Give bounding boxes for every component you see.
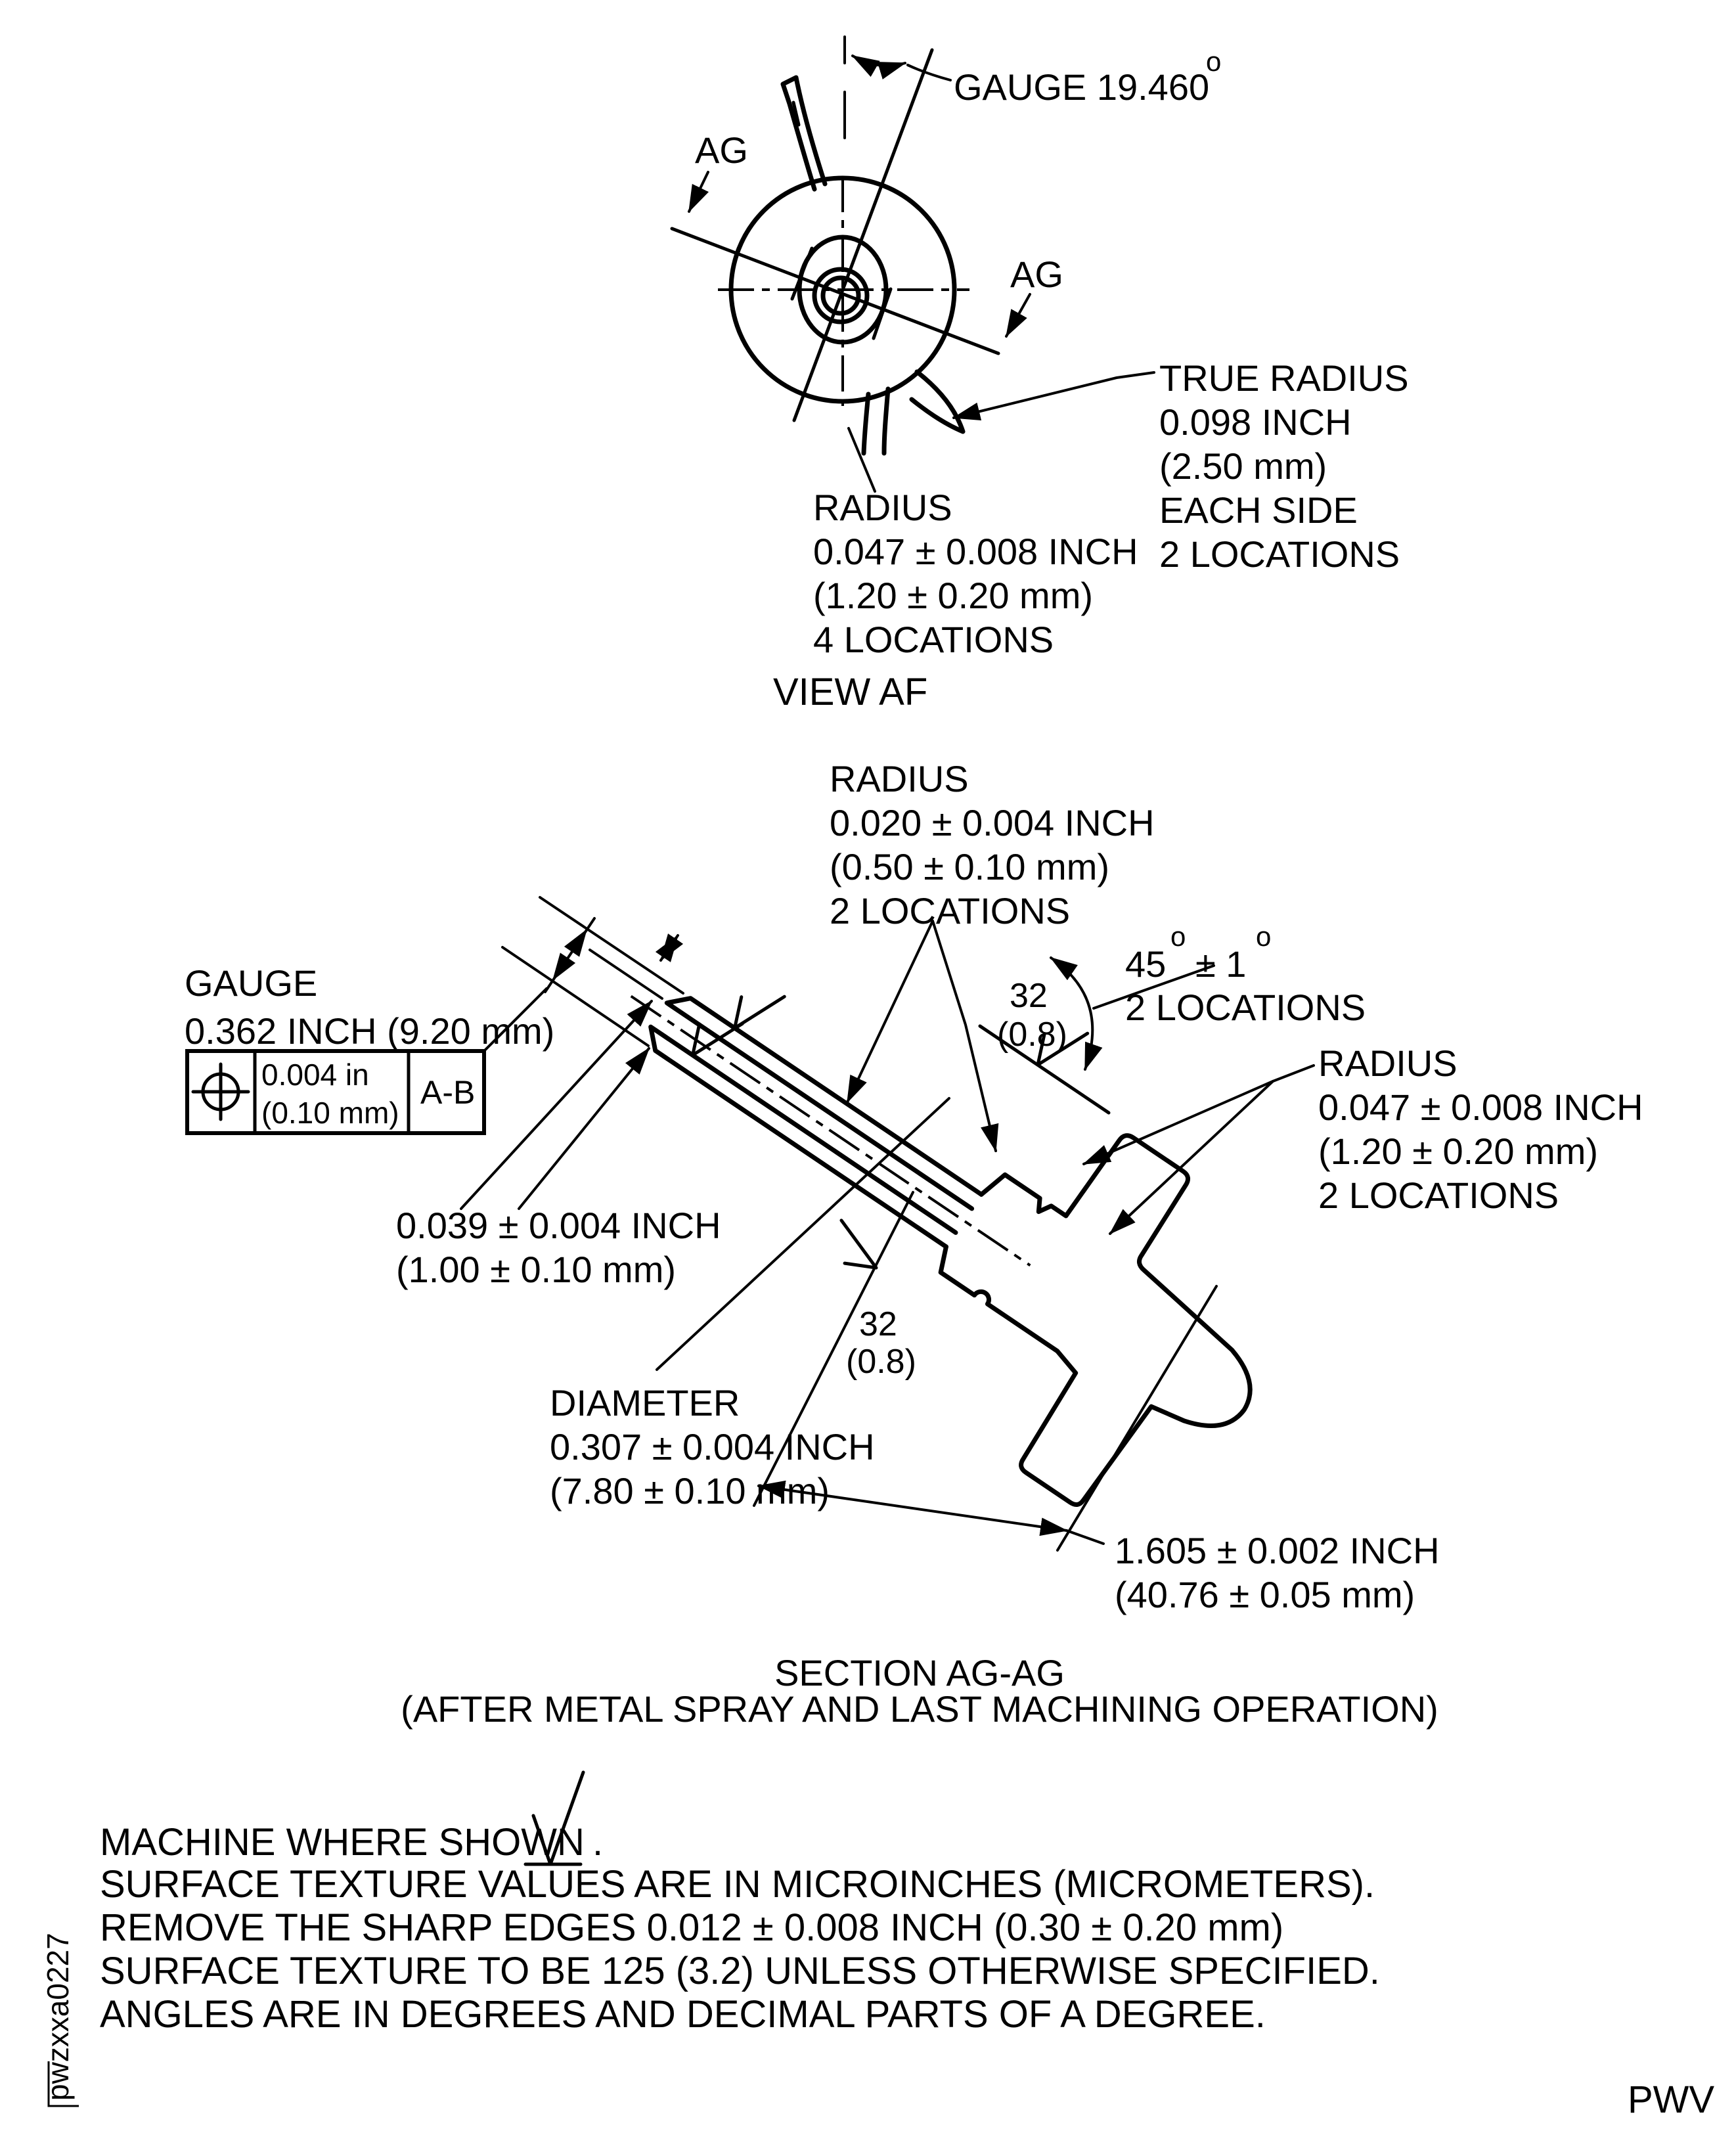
callout-line: (7.80 ± 0.10 mm) bbox=[550, 1470, 830, 1512]
note-line: SURFACE TEXTURE TO BE 125 (3.2) UNLESS OTHERWISE SPECIFIED. bbox=[100, 1950, 1380, 1992]
callout-line: (1.20 ± 0.20 mm) bbox=[813, 575, 1093, 616]
gauge-angle-leader bbox=[908, 65, 950, 80]
degree-symbol: o bbox=[1256, 921, 1272, 952]
chamfer-tol: ± 1 bbox=[1195, 943, 1247, 985]
doc-code-vertical: pwzxxa0227 bbox=[41, 1933, 75, 2101]
top-wall bbox=[667, 989, 981, 1209]
arrowhead bbox=[545, 952, 575, 985]
surface-finish-icon bbox=[725, 977, 785, 1041]
dimension-leader bbox=[1067, 1531, 1103, 1544]
extension-line bbox=[540, 897, 683, 993]
wall-thickness-arrow bbox=[519, 1048, 649, 1209]
ag-arrow-right bbox=[1006, 294, 1030, 336]
callout-line: 0.098 INCH bbox=[1159, 401, 1352, 443]
callout-line: RADIUS bbox=[830, 758, 969, 799]
callout-line: (2.50 mm) bbox=[1159, 445, 1327, 487]
length-callout bbox=[1115, 1530, 1440, 1615]
gauge-value: 0.362 INCH (9.20 mm) bbox=[185, 1010, 555, 1052]
surface-ra-metric: (0.8) bbox=[846, 1343, 916, 1381]
radius-4loc-callout bbox=[813, 487, 1138, 660]
position-tolerance-icon bbox=[193, 1064, 248, 1119]
callout-line: RADIUS bbox=[813, 487, 952, 528]
callout-line: 2 LOCATIONS bbox=[1318, 1175, 1559, 1216]
gauge-angle-line bbox=[794, 50, 932, 420]
radius-tip-leader bbox=[847, 921, 933, 1102]
note-line: SURFACE TEXTURE VALUES ARE IN MICROINCHES (MICROMETERS). bbox=[100, 1863, 1375, 1906]
callout-line: RADIUS bbox=[1318, 1042, 1458, 1084]
surface-finish-icon bbox=[824, 1221, 888, 1278]
callout-line: (40.76 ± 0.05 mm) bbox=[1115, 1574, 1415, 1615]
callout-line: 0.047 ± 0.008 INCH bbox=[813, 531, 1138, 572]
callout-line: TRUE RADIUS bbox=[1159, 357, 1409, 399]
callout-line: (0.50 ± 0.10 mm) bbox=[830, 846, 1109, 887]
gauge-angle-label: GAUGE 19.460 bbox=[954, 66, 1210, 108]
radius-right-leader bbox=[1110, 1081, 1273, 1234]
callout-line: (1.20 ± 0.20 mm) bbox=[1318, 1131, 1598, 1172]
degree-symbol: o bbox=[1206, 46, 1222, 77]
radius-tip-leader bbox=[933, 921, 996, 1151]
cusp-tail bbox=[912, 372, 963, 432]
section-title: SECTION AG-AG bbox=[774, 1652, 1065, 1693]
callout-line: (1.00 ± 0.10 mm) bbox=[396, 1249, 676, 1290]
fcf-tolerance-mm: (0.10 mm) bbox=[261, 1096, 399, 1130]
section-ag-ag bbox=[185, 758, 1643, 1730]
notes-block bbox=[100, 1772, 1380, 2036]
callout-line: EACH SIDE bbox=[1159, 489, 1358, 531]
ag-arrow-left bbox=[689, 172, 708, 212]
page-code: PWV bbox=[1628, 2078, 1715, 2121]
degree-symbol: o bbox=[1170, 921, 1186, 952]
extension-line-wall bbox=[590, 950, 662, 998]
radius-tip-callout bbox=[830, 758, 1155, 931]
radius-4loc-leader bbox=[849, 428, 875, 491]
callout-line: 2 LOCATIONS bbox=[1159, 533, 1400, 575]
arrowhead bbox=[564, 924, 595, 956]
gauge-label: GAUGE bbox=[185, 962, 318, 1004]
fcf-datum: A-B bbox=[420, 1074, 476, 1111]
wall-thickness-callout bbox=[396, 1205, 721, 1290]
callout-line: 0.020 ± 0.004 INCH bbox=[830, 802, 1155, 843]
true-radius-leader bbox=[954, 372, 1154, 418]
callout-line: 4 LOCATIONS bbox=[813, 619, 1054, 660]
angle-dimension-arrow bbox=[853, 56, 905, 66]
surface-lower-callout bbox=[846, 1305, 916, 1381]
note-machine-period: . bbox=[592, 1821, 604, 1864]
chamfer-locations: 2 LOCATIONS bbox=[1125, 987, 1366, 1028]
surface-upper-callout bbox=[997, 977, 1067, 1054]
callout-line: 0.047 ± 0.008 INCH bbox=[1318, 1086, 1643, 1128]
wall-arrow bbox=[661, 935, 678, 960]
view-af bbox=[672, 37, 1409, 713]
ag-label-right: AG bbox=[1010, 254, 1063, 295]
true-radius-callout bbox=[1159, 357, 1409, 575]
diameter-callout bbox=[550, 1382, 875, 1512]
radius-right-callout bbox=[1318, 1042, 1643, 1216]
view-af-title: VIEW AF bbox=[773, 671, 928, 713]
feature-control-frame bbox=[187, 1051, 484, 1133]
section-subtitle: (AFTER METAL SPRAY AND LAST MACHINING OPERATION) bbox=[401, 1688, 1438, 1730]
callout-line: 0.039 ± 0.004 INCH bbox=[396, 1205, 721, 1246]
fcf-tolerance-inch: 0.004 in bbox=[261, 1058, 369, 1092]
extension-line bbox=[1057, 1286, 1216, 1550]
callout-line: DIAMETER bbox=[550, 1382, 740, 1423]
surface-ra: 32 bbox=[1010, 977, 1048, 1015]
callout-line: 2 LOCATIONS bbox=[830, 890, 1071, 931]
callout-line: 0.307 ± 0.004 INCH bbox=[550, 1426, 875, 1467]
callout-line: 1.605 ± 0.002 INCH bbox=[1115, 1530, 1440, 1571]
note-line: ANGLES ARE IN DEGREES AND DECIMAL PARTS OF A DEGREE. bbox=[100, 1993, 1266, 2036]
ag-label-left: AG bbox=[695, 129, 748, 171]
note-line: REMOVE THE SHARP EDGES 0.012 ± 0.008 INCH (0.30 ± 0.20 mm) bbox=[100, 1906, 1284, 1949]
chamfer-value: 45 bbox=[1125, 943, 1167, 985]
surface-ra: 32 bbox=[859, 1305, 897, 1343]
note-machine-prefix: MACHINE WHERE SHOWN bbox=[100, 1821, 585, 1864]
chamfer-callout bbox=[1125, 921, 1366, 1028]
top-tab bbox=[783, 78, 825, 189]
surface-ra-metric: (0.8) bbox=[997, 1016, 1067, 1054]
